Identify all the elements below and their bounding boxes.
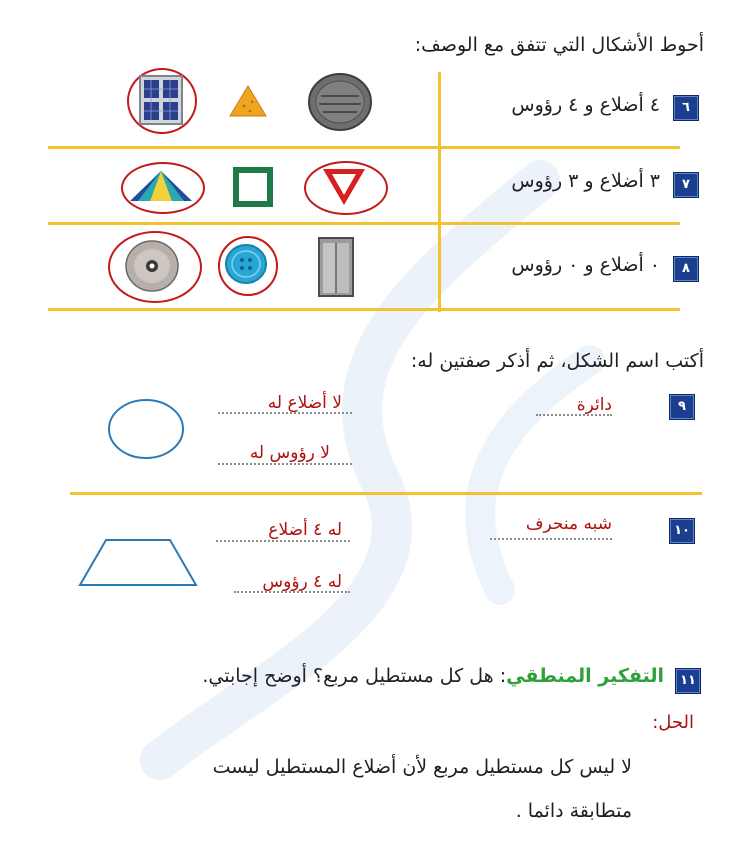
table-row-divider [48,146,680,149]
solution-line-1: لا ليس كل مستطيل مربع لأن أضلاع المستطيل ليست [212,756,632,778]
question-number-11: ١١ [675,668,701,694]
item-9-property-1: لا أضلاع له [267,393,342,413]
section1-instruction: أحوط الأشكال التي تتفق مع الوصف: [414,34,704,56]
item-9-property-2: لا رؤوس له [249,443,330,463]
tent-icon [128,168,194,204]
item-10-property-1: له ٤ أضلاع [268,520,342,540]
manhole-cover-icon [307,72,373,132]
logical-thinking-label: التفكير المنطقي [506,665,664,687]
chip-triangle-icon [228,84,268,118]
logical-thinking-question [202,665,664,687]
item-10-shape-name: شبه منحرف [525,514,612,534]
yield-sign-icon [320,166,368,208]
answer-line [234,591,350,593]
question-text: : هل كل مستطيل مربع؟ أوضح إجابتي. [202,665,507,687]
section2-instruction: أكتب اسم الشكل، ثم أذكر صفتين له: [410,350,704,372]
question-number-8: ٨ [673,256,699,282]
table-divider-vertical [438,72,441,312]
question-number-7: ٧ [673,172,699,198]
row-6-description: ٤ أضلاع و ٤ رؤوس [511,94,660,116]
solution-label: الحل: [652,712,694,733]
answer-line [218,463,352,465]
cd-disc-icon [124,239,180,293]
row-7-description: ٣ أضلاع و ٣ رؤوس [511,170,660,192]
circle-shape [106,398,186,460]
solar-panel-icon [138,74,184,126]
answer-line [490,538,612,540]
button-icon [224,243,268,285]
section-divider [70,492,702,495]
item-10-property-2: له ٤ رؤوس [262,572,342,592]
question-number-9: ٩ [669,394,695,420]
question-number-10: ١٠ [669,518,695,544]
table-row-divider [48,308,680,311]
answer-line [536,414,612,416]
answer-line [216,540,350,542]
trapezoid-shape [78,538,198,588]
row-8-description: ٠ أضلاع و ٠ رؤوس [511,254,660,276]
solution-line-2: متطابقة دائما . [515,800,632,822]
table-row-divider [48,222,680,225]
square-frame-icon [233,167,273,207]
item-9-shape-name: دائرة [576,395,612,415]
question-number-6: ٦ [673,95,699,121]
elevator-door-icon [318,237,354,297]
answer-line [218,412,352,414]
